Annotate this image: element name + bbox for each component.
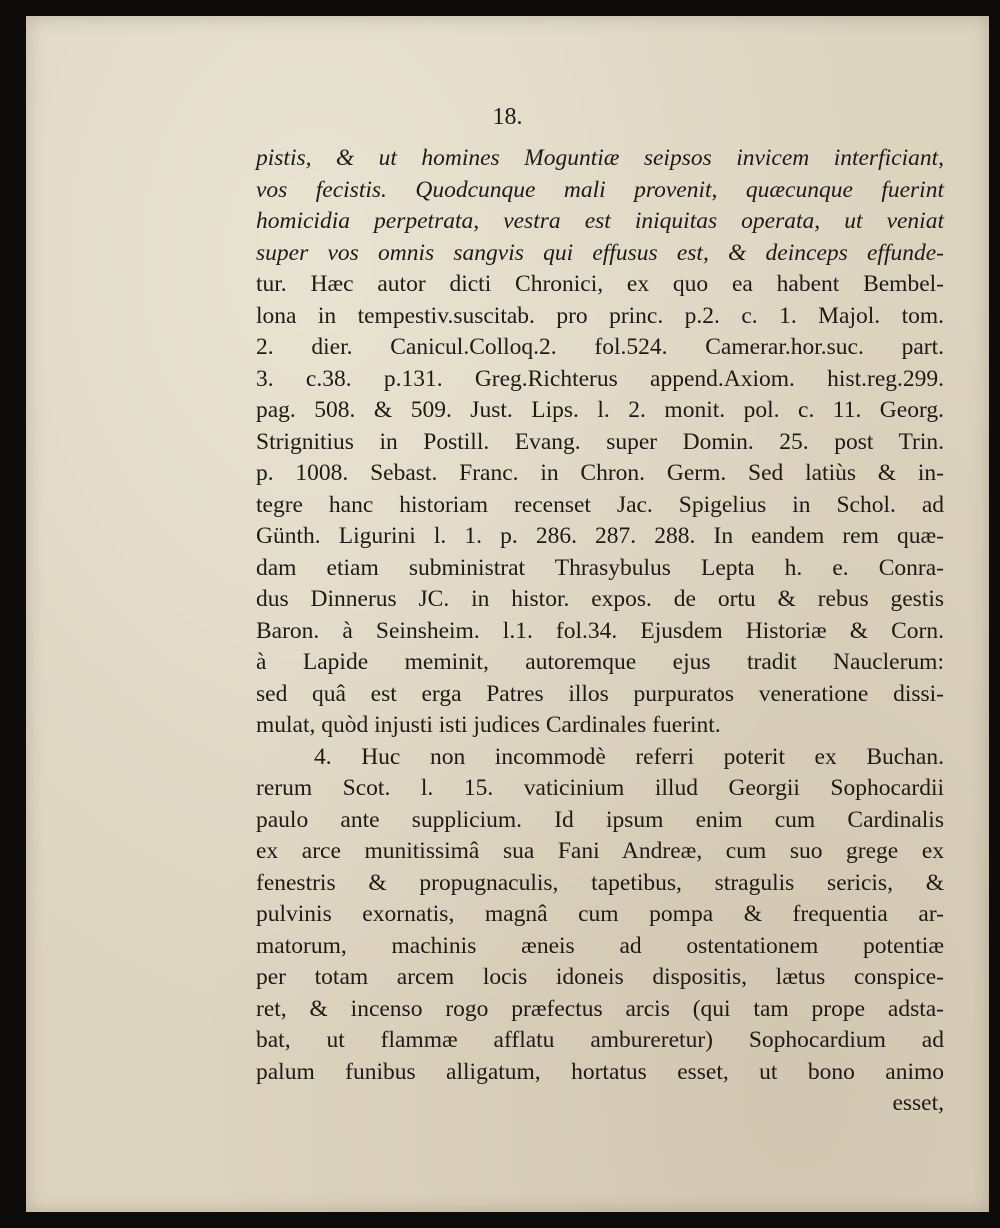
text-line: paulo ante supplicium. Id ipsum enim cum Cardinalis [256, 806, 944, 833]
text-line: pulvinis exornatis, magnâ cum pompa & frequentia ar- [256, 901, 944, 927]
text-line: Strignitius in Postill. Evang. super Domin. 25. post Trin. [256, 428, 944, 455]
text-line: tur. Hæc autor dicti Chronici, ex quo ea habent Bembel- [256, 271, 944, 297]
text-line: Baron. à Seinsheim. l.1. fol.34. Ejusdem Historiæ & Corn. [256, 617, 944, 644]
text-line: mulat, quòd injusti isti judices Cardinales fuerint. [256, 712, 721, 738]
text-line: ret, & incenso rogo præfectus arcis (qui tam prope adsta- [256, 995, 944, 1022]
page-number: 18. [492, 104, 523, 130]
text-line: ex arce munitissimâ sua Fani Andreæ, cum suo grege ex [256, 838, 944, 864]
text-line: 3. c.38. p.131. Greg.Richterus append.Axiom. hist.reg.299. [256, 365, 944, 392]
text-line: pistis, & ut homines Moguntiæ seipsos invicem interficiant, [256, 145, 944, 171]
text-line: pag. 508. & 509. Just. Lips. l. 2. monit. pol. c. 11. Georg. [256, 397, 944, 423]
body-text [256, 143, 944, 1120]
text-line: lona in tempestiv.suscitab. pro princ. p.2. c. 1. Majol. tom. [256, 302, 944, 329]
text-line: Günth. Ligurini l. 1. p. 286. 287. 288. In eandem rem quæ- [256, 523, 944, 549]
text-line: à Lapide meminit, autoremque ejus tradit Nauclerum: [256, 649, 944, 675]
text-line: vos fecistis. Quodcunque mali provenit, quæcunque fuerint [256, 176, 944, 203]
text-line: sed quâ est erga Patres illos purpuratos veneratione dissi- [256, 680, 944, 707]
book-page [26, 16, 989, 1212]
text-line: dam etiam subministrat Thrasybulus Lepta h. e. Conra- [256, 554, 944, 581]
text-line: per totam arcem locis idoneis dispositis, lætus conspice- [256, 964, 944, 990]
text-line: bat, ut flammæ afflatu ambureretur) Sophocardium ad [256, 1027, 944, 1053]
text-line: palum funibus alligatum, hortatus esset, ut bono animo [256, 1058, 944, 1085]
text-line: matorum, machinis æneis ad ostentationem potentiæ [256, 932, 944, 959]
text-line: dus Dinnerus JC. in histor. expos. de ortu & rebus gestis [256, 586, 944, 612]
text-line: rerum Scot. l. 15. vaticinium illud Georgii Sophocardii [256, 775, 944, 801]
text-line: fenestris & propugnaculis, tapetibus, stragulis sericis, & [256, 869, 944, 896]
text-line: homicidia perpetrata, vestra est iniquitas operata, ut veniat [256, 208, 944, 234]
text-line: esset, [892, 1090, 944, 1116]
text-line: 4. Huc non incommodè referri poterit ex Buchan. [314, 743, 944, 770]
text-line: 2. dier. Canicul.Colloq.2. fol.524. Camerar.hor.suc. part. [256, 334, 944, 360]
text-line: tegre hanc historiam recenset Jac. Spigelius in Schol. ad [256, 491, 944, 518]
text-line: p. 1008. Sebast. Franc. in Chron. Germ. Sed latiùs & in- [256, 460, 944, 486]
text-line: super vos omnis sangvis qui effusus est, & deinceps effunde- [256, 239, 944, 266]
